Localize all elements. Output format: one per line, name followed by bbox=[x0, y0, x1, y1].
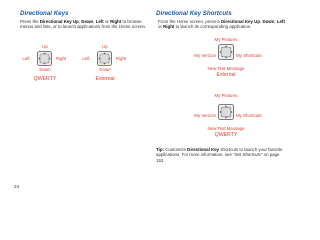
external-dpad-icon bbox=[218, 44, 234, 60]
label-left: Left bbox=[22, 56, 30, 61]
section-heading-directional-key-shortcuts: Directional Key Shortcuts bbox=[156, 10, 232, 17]
label-right: Right bbox=[55, 56, 67, 61]
directional-key-shortcuts-paragraph: From the Home screen, press a Directional Key Up, Down, Left or Right to launch its corresponding application. bbox=[158, 19, 285, 30]
external-shortcuts-diagram bbox=[178, 37, 274, 82]
shortcut-label-my-pictures: My Pictures bbox=[214, 93, 238, 98]
external-dpad-icon bbox=[97, 51, 112, 66]
label-up: Up bbox=[42, 44, 48, 49]
diagram-caption-external: External bbox=[95, 76, 115, 82]
shortcut-label-my-shortcuts: My Shortcuts bbox=[236, 113, 262, 118]
label-down: Down bbox=[99, 67, 111, 72]
page-number: 24 bbox=[14, 184, 20, 189]
shortcut-label-my-pictures: My Pictures bbox=[214, 37, 238, 42]
diagram-caption-qwerty: QWERTY bbox=[214, 131, 238, 138]
diagram-caption-external: External bbox=[216, 71, 236, 78]
shortcut-label-new-text-message: New Text Message bbox=[207, 126, 245, 131]
section-heading-directional-keys: Directional Keys bbox=[20, 10, 69, 17]
qwerty-shortcuts-diagram bbox=[178, 93, 274, 141]
label-right: Right bbox=[115, 56, 127, 61]
shortcut-label-my-verizon: My Verizon bbox=[194, 113, 216, 118]
qwerty-directional-diagram bbox=[20, 44, 70, 86]
label-left: Left bbox=[82, 56, 90, 61]
external-directional-diagram bbox=[80, 44, 130, 86]
label-up: Up bbox=[102, 44, 108, 49]
qwerty-dpad-icon bbox=[37, 51, 52, 66]
shortcut-label-my-shortcuts: My Shortcuts bbox=[236, 53, 262, 58]
tip-paragraph: Tip: Customize Directional Key shortcuts to launch your favorite applications. For more information, see “Set Shortcuts” on page 153. bbox=[156, 147, 283, 163]
directional-keys-paragraph: Press the Directional Key Up, Down, Left or Right to browse menus and lists, or to launch applications from the Home screen. bbox=[20, 19, 147, 30]
shortcut-label-my-verizon: My Verizon bbox=[194, 53, 216, 58]
label-down: Down bbox=[39, 67, 51, 72]
shortcut-label-new-text-message: New Text Message bbox=[207, 66, 245, 71]
diagram-caption-qwerty: QWERTY bbox=[33, 76, 57, 82]
qwerty-dpad-icon bbox=[218, 104, 234, 120]
